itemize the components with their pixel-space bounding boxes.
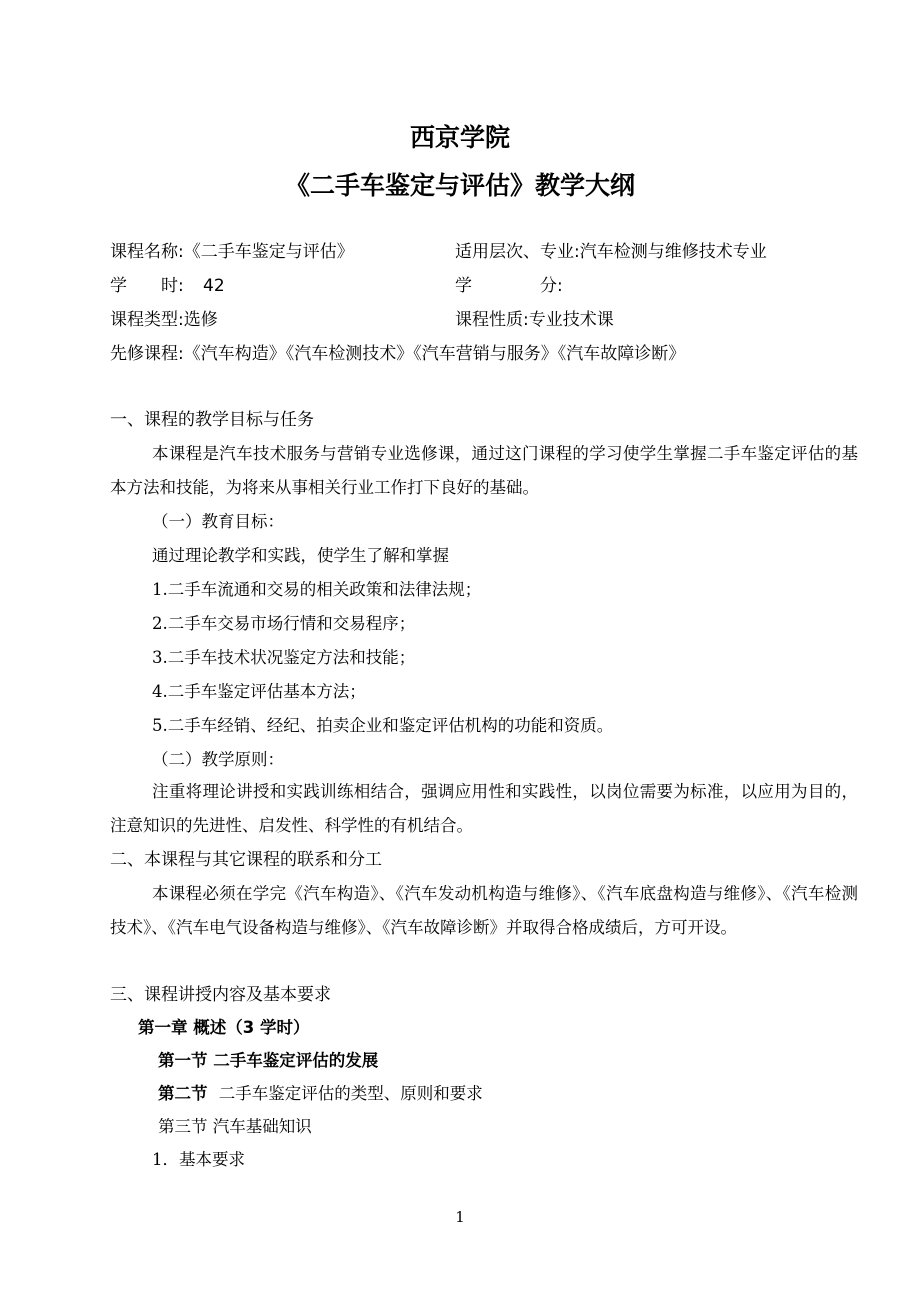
document-title: 《二手车鉴定与评估》教学大纲 [284,171,635,200]
basic-requirements: 1．基本要求 [152,1150,245,1169]
education-goal-heading: （一）教育目标： [152,512,284,531]
section-2-heading: 二、本课程与其它课程的联系和分工 [110,850,382,870]
course-name: 课程名称:《二手车鉴定与评估》 [110,242,354,262]
chapter-1-section-2 [158,1082,483,1106]
course-prerequisites: 先修课程:《汽车构造》《汽车检测技术》《汽车营销与服务》《汽车故障诊断》 [110,344,686,364]
section-2-label: 第二节 [158,1084,208,1103]
section-2-paragraph: 本课程必须在学完《汽车构造》、《汽车发动机构造与维修》、《汽车底盘构造与维修》、《汽车检测技术》、《汽车电气设备构造与维修》、《汽车故障诊断》并取得合格成绩后，方可开设。 [110,884,858,937]
teaching-principle-heading: （二）教学原则： [152,750,284,769]
goal-item-2: 2.二手车交易市场行情和交易程序； [152,614,416,633]
school-name: 西京学院 [409,123,510,152]
section-3-heading: 三、课程讲授内容及基本要求 [110,985,331,1005]
section-1-paragraph: 本课程是汽车技术服务与营销专业选修课，通过这门课程的学习使学生掌握二手车鉴定评估的基本方法和技能，为将来从事相关行业工作打下良好的基础。 [110,444,858,497]
course-credit-label: 学 分: [455,276,563,296]
chapter-1-title: 第一章 概述（3 学时） [138,1018,310,1037]
goal-item-1: 1.二手车流通和交易的相关政策和法律法规； [152,580,482,599]
course-level: 适用层次、专业:汽车检测与维修技术专业 [455,242,767,262]
teaching-principle-paragraph: 注重将理论讲授和实践训练相结合，强调应用性和实践性，以岗位需要为标准，以应用为目的，注意知识的先进性、启发性、科学性的有机结合。 [110,782,858,835]
page-number: 1 [455,1208,465,1226]
course-type: 课程类型:选修 [110,310,218,330]
course-hours-value: 42 [203,276,225,296]
course-hours-label: 学 时: [110,276,184,296]
goal-item-3: 3.二手车技术状况鉴定方法和技能； [152,648,416,667]
goal-item-5: 5.二手车经销、经纪、拍卖企业和鉴定评估机构的功能和资质。 [152,716,614,735]
chapter-1-section-1: 第一节 二手车鉴定评估的发展 [158,1051,379,1070]
chapter-1-section-3: 第三节 汽车基础知识 [158,1117,312,1136]
course-nature: 课程性质:专业技术课 [455,310,614,330]
section-2-text: 二手车鉴定评估的类型、原则和要求 [218,1084,483,1103]
education-goal-intro: 通过理论教学和实践，使学生了解和掌握 [152,546,449,565]
goal-item-4: 4.二手车鉴定评估基本方法； [152,682,366,701]
section-1-heading: 一、课程的教学目标与任务 [110,410,314,430]
